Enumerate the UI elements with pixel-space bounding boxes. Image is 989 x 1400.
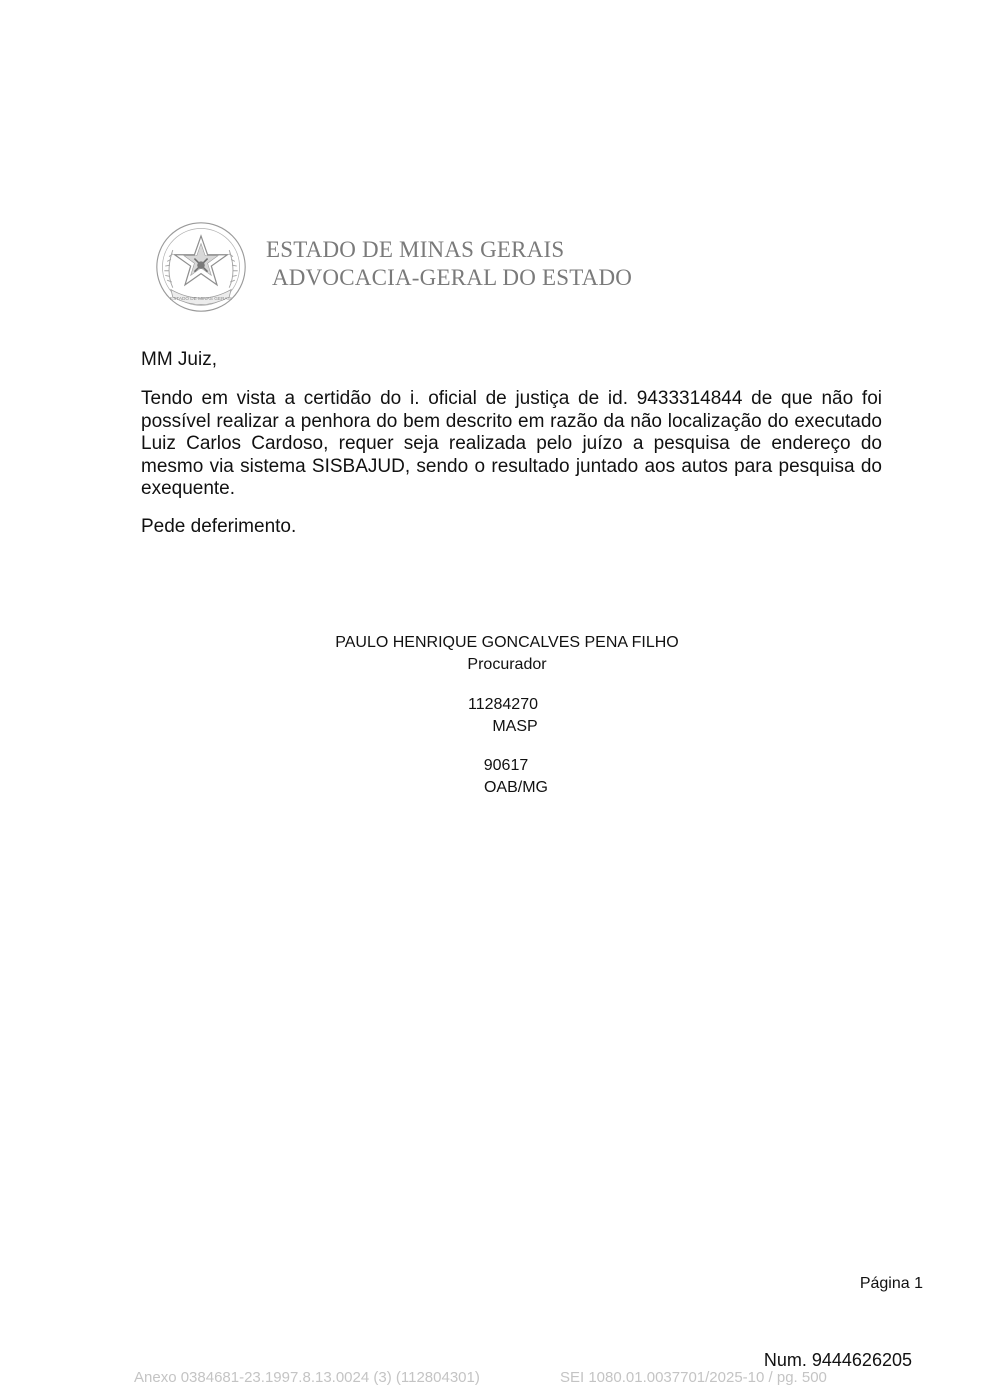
signatory-role: Procurador	[467, 656, 547, 673]
letterhead-state: ESTADO DE MINAS GERAIS	[266, 237, 565, 262]
masp-label: MASP	[492, 718, 538, 735]
document-number: Num. 9444626205	[763, 1350, 912, 1370]
oab-number: 90617	[483, 757, 529, 774]
sei-reference: SEI 1080.01.0037701/2025-10 / pg. 500	[560, 1369, 827, 1386]
letterhead	[266, 236, 632, 292]
closing: Pede deferimento.	[141, 516, 297, 537]
letter-body: Tendo em vista a certidão do i. oficial de justiça de id. 9433314844 de que não foi possível realizar a penhora do bem descrito em razão da não localização do executado Luiz Carlos Cardoso, requer seja realizada pelo juízo a pesquisa de endereço do mesmo via sistema SISBAJUD, sendo o resultado juntado aos autos para pesquisa do exequente.	[141, 388, 882, 499]
seal-ribbon-text: ESTADO DE MINAS GERAIS	[170, 295, 232, 301]
page-number: Página 1	[859, 1275, 923, 1292]
salutation: MM Juiz,	[141, 349, 217, 370]
letterhead-agency: ADVOCACIA-GERAL DO ESTADO	[272, 265, 633, 290]
signatory-name: PAULO HENRIQUE GONCALVES PENA FILHO	[335, 634, 679, 651]
oab-label: OAB/MG	[483, 779, 548, 796]
state-seal-icon	[154, 220, 248, 314]
annex-reference: Anexo 0384681-23.1997.8.13.0024 (3) (112804301)	[134, 1369, 480, 1386]
masp-number: 11284270	[468, 696, 538, 713]
